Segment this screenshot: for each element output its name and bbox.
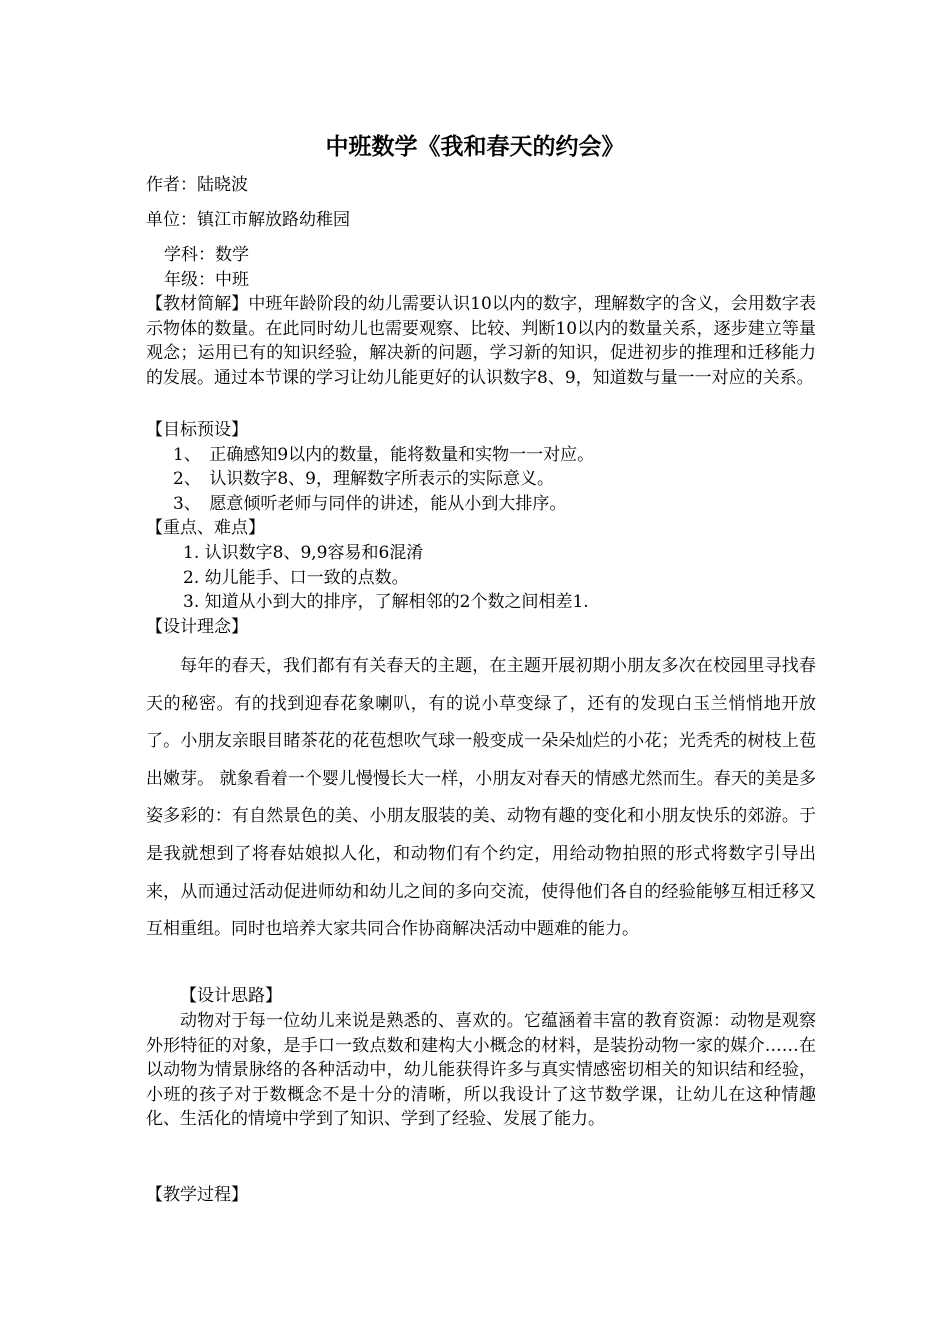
goals-heading: 【目标预设】 [146,420,248,440]
grade-line: 年级：中班 [164,270,249,290]
concept-paragraph: 每年的春天，我们都有有关春天的主题，在主题开展初期小朋友多次在校园里寻找春天的秘密。有的找到迎春花象喇叭，有的说小草变绿了，还有的发现白玉兰悄悄地开放了。小朋友亲眼目睹茶花的花苞想吹气球一般变成一朵朵灿烂的小花；光秃秃的树枝上苞出嫩芽。 就象看着一个婴儿慢慢长大一样，小朋友对春天的情感尤然而生。春天的美是多姿多彩的：有自然景色的美、小朋友服装的美、动物有趣的变化和小朋友快乐的郊游。于是我就想到了将春姑娘拟人化，和动物们有个约定，用给动物拍照的形式将数字引导出来，从而通过活动促进师幼和幼儿之间的多向交流，使得他们各自的经验能够互相迁移又互相重组。同时也培养大家共同合作协商解决活动中题难的能力。 [146,656,816,940]
keypoints-heading: 【重点、难点】 [146,518,265,538]
document-title: 中班数学《我和春天的约会》 [325,134,625,160]
goal-item: 1、 正确感知9以内的数量，能将数量和实物一一对应。 [173,445,595,465]
approach-heading: 【设计思路】 [180,986,282,1006]
unit-line: 单位：镇江市解放路幼稚园 [146,210,350,230]
author-line: 作者：陆晓波 [146,175,248,195]
subject-line: 学科：数学 [164,245,249,265]
intro-paragraph: 【教材简解】中班年龄阶段的幼儿需要认识10以内的数字，理解数字的含义，会用数字表示物体的数量。在此同时幼儿也需要观察、比较、判断10以内的数量关系，逐步建立等量观念；运用已有的知识经验，解决新的问题，学习新的知识，促进初步的推理和迁移能力的发展。通过本节课的学习让幼儿能更好的认识数字8、9，知道数与量一一对应的关系。 [146,294,816,388]
concept-heading: 【设计理念】 [146,617,248,637]
keypoint-item: 1. 认识数字8、9,9容易和6混淆 [183,543,424,563]
goal-item: 2、 认识数字8、9，理解数字所表示的实际意义。 [173,469,554,489]
approach-paragraph: 动物对于每一位幼儿来说是熟悉的、喜欢的。它蕴涵着丰富的教育资源：动物是观察外形特征的对象，是手口一致点数和建构大小概念的材料，是装扮动物一家的媒介……在以动物为情景脉络的各种活动中，幼儿能获得许多与真实情感密切相关的知识结和经验，小班的孩子对于数概念不是十分的清晰，所以我设计了这节数学课，让幼儿在这种情趣化、生活化的情境中学到了知识、学到了经验、发展了能力。 [146,1011,816,1129]
keypoint-item: 2. 幼儿能手、口一致的点数。 [183,568,409,588]
goal-item: 3、 愿意倾听老师与同伴的讲述，能从小到大排序。 [173,494,567,514]
keypoint-item: 3. 知道从小到大的排序，了解相邻的2个数之间相差1. [183,592,589,612]
process-heading: 【教学过程】 [146,1185,248,1205]
